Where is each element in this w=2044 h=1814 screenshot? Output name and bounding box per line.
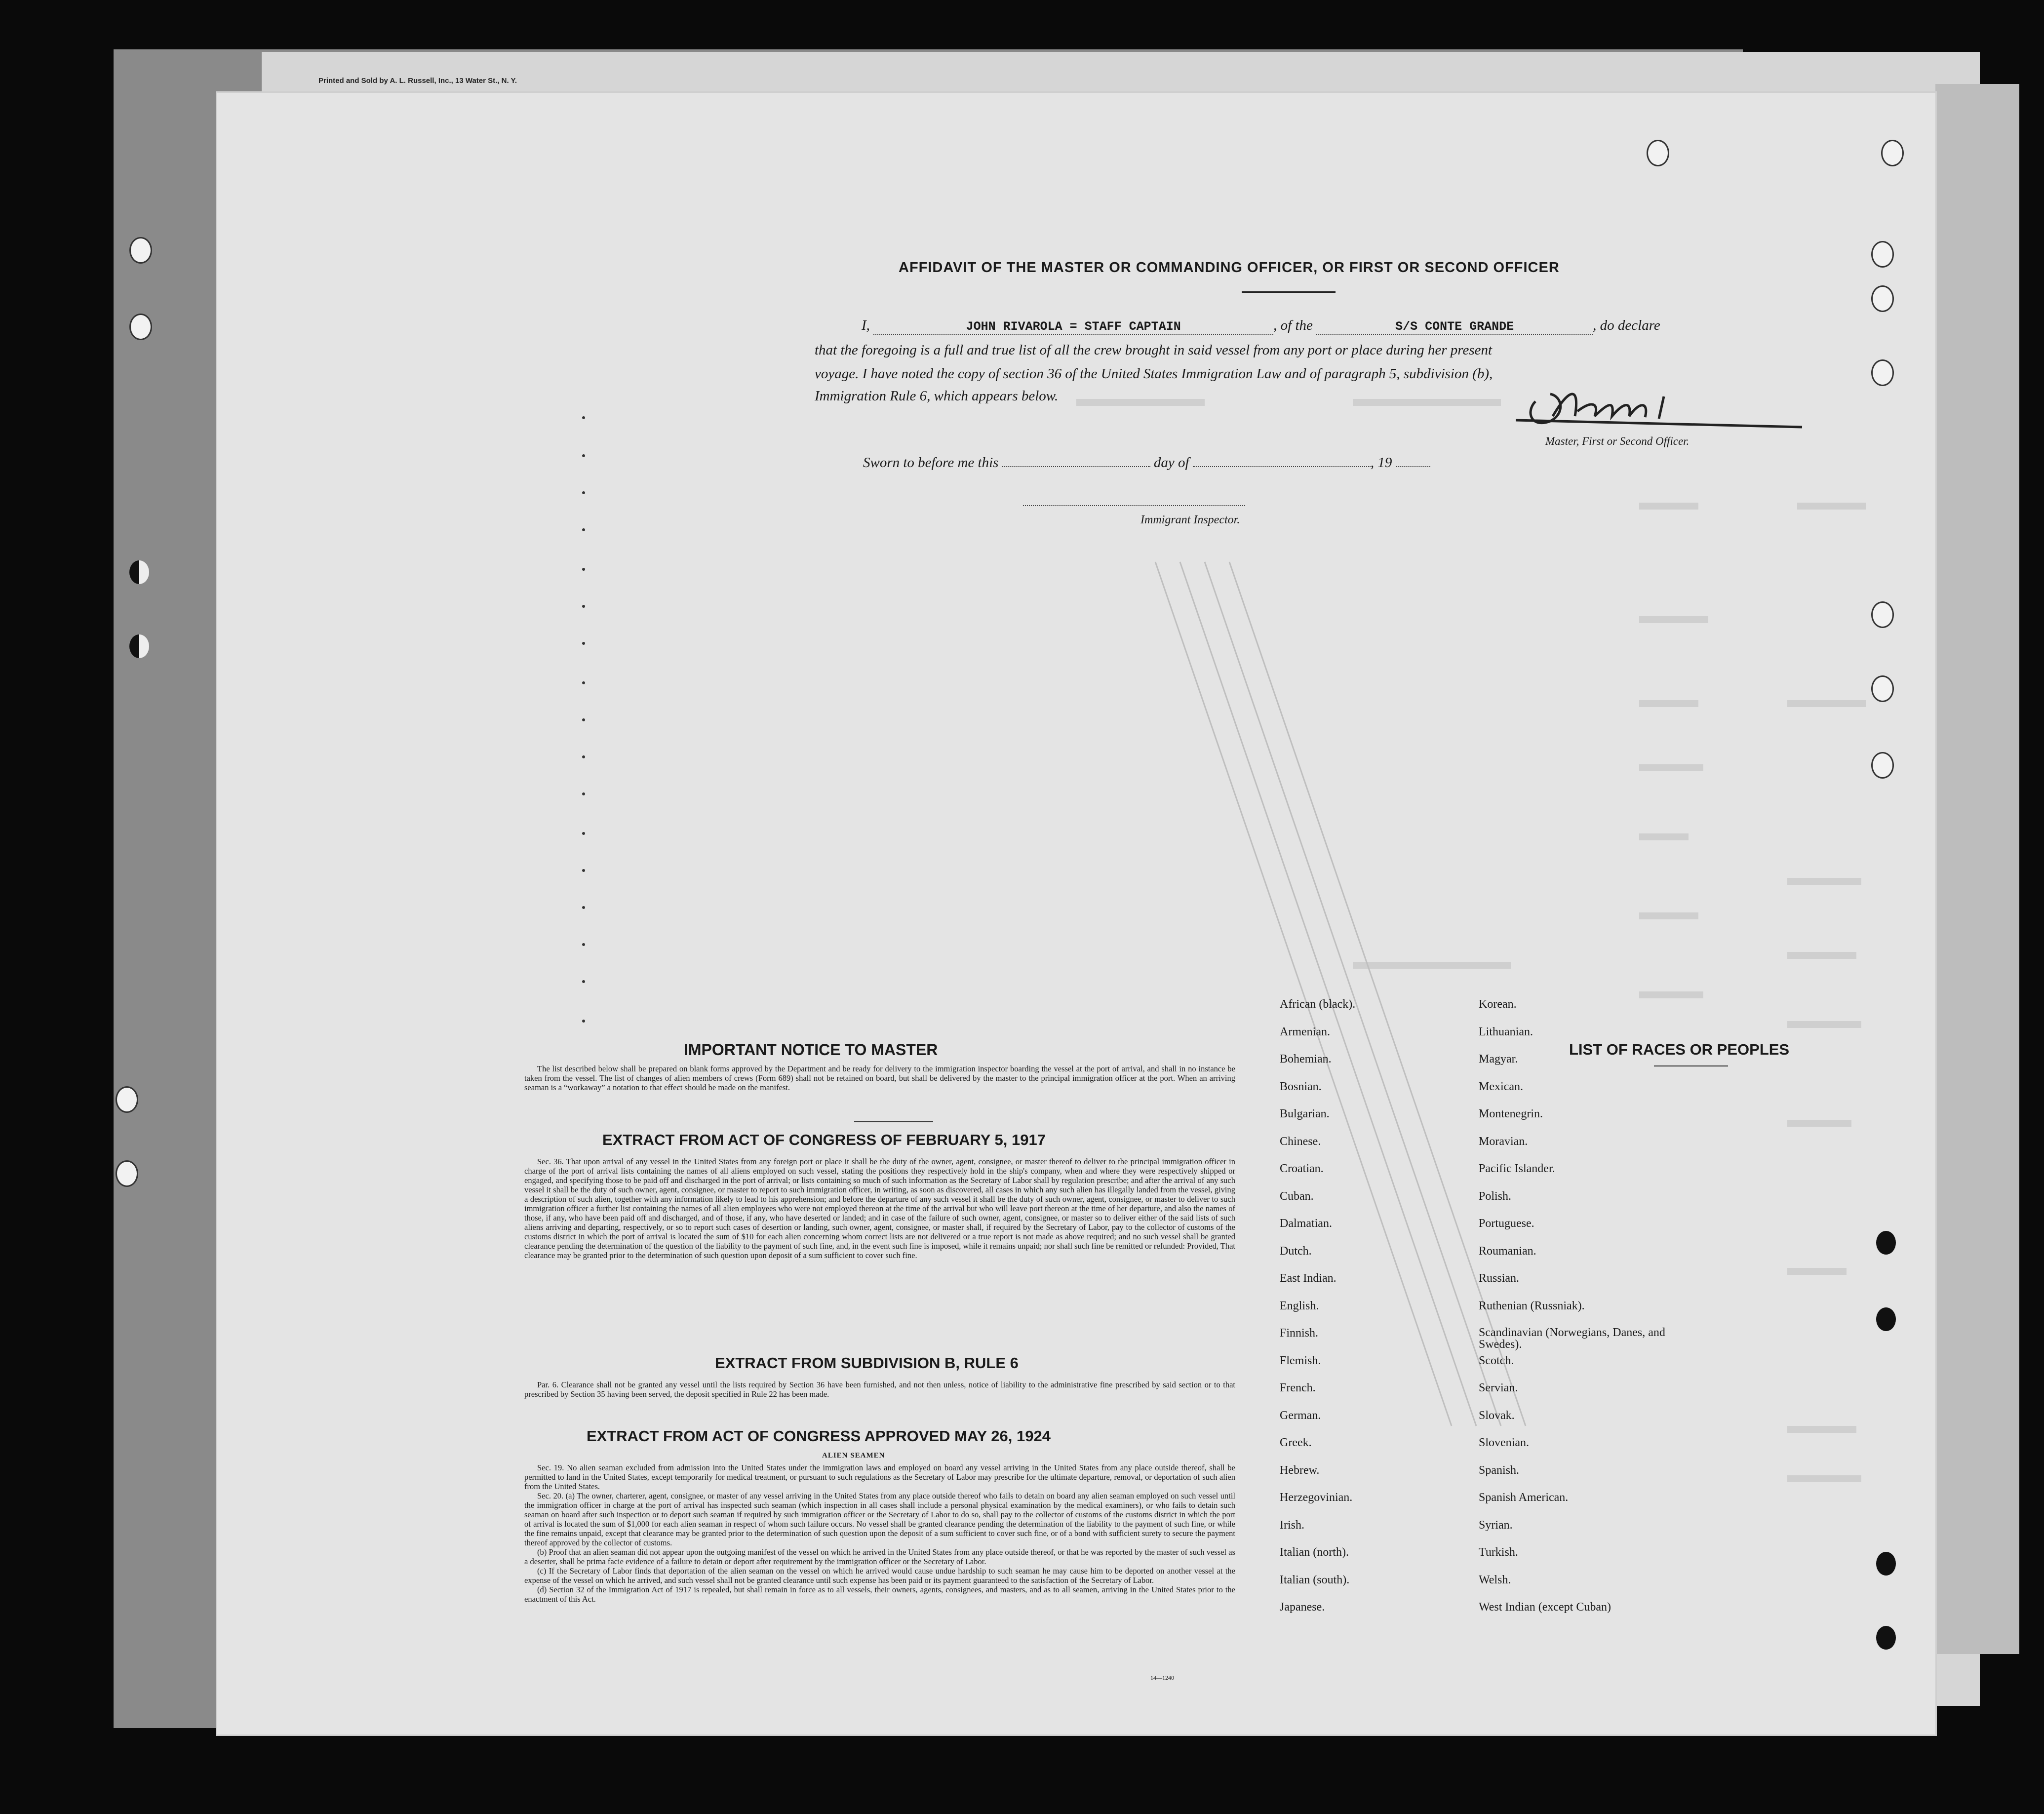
race-entry: Magyar. xyxy=(1479,1053,1518,1065)
race-entry: Welsh. xyxy=(1479,1573,1511,1586)
race-entry: Hebrew. xyxy=(1280,1463,1320,1477)
race-entry: Turkish. xyxy=(1479,1546,1518,1559)
inspector-signature-line xyxy=(1023,505,1245,506)
form-number: 14—1240 xyxy=(1150,1674,1174,1681)
do-declare-text: , do declare xyxy=(1593,317,1660,333)
dot-leaders xyxy=(582,416,585,1023)
rule-6-heading: EXTRACT FROM SUBDIVISION B, RULE 6 xyxy=(715,1354,1019,1372)
notice-heading: IMPORTANT NOTICE TO MASTER xyxy=(684,1041,938,1059)
affidavit-title: AFFIDAVIT OF THE MASTER OR COMMANDING OFFICER, OR FIRST OR SECOND OFFICER xyxy=(899,260,1560,276)
inspector-caption: Immigrant Inspector. xyxy=(1140,513,1240,526)
affidavit-page xyxy=(217,93,1935,1735)
race-entry: Pacific Islander. xyxy=(1479,1162,1555,1175)
race-entry: East Indian. xyxy=(1280,1272,1336,1285)
vessel-name-field: S/S CONTE GRANDE xyxy=(1316,319,1593,335)
race-entry: Flemish. xyxy=(1280,1354,1321,1367)
races-rule xyxy=(1654,1065,1728,1066)
race-entry: Irish. xyxy=(1280,1518,1304,1532)
sworn-month-field xyxy=(1193,466,1371,467)
act-1924-body xyxy=(524,1463,1235,1604)
race-entry: Finnish. xyxy=(1280,1327,1319,1340)
race-entry: Bohemian. xyxy=(1280,1053,1332,1065)
line1-prefix: I, xyxy=(862,317,870,333)
race-entry: Spanish American. xyxy=(1479,1491,1569,1504)
races-heading: LIST OF RACES OR PEOPLES xyxy=(1569,1041,1790,1058)
day-of-text: day of xyxy=(1153,455,1189,471)
binder-hole xyxy=(1876,1307,1896,1331)
race-entry: Servian. xyxy=(1479,1381,1518,1394)
sec-20d-text: (d) Section 32 of the Immigration Act of 1917 is repealed, but shall remain in force as to all vessels, their owners, agents, consignees, and masters, and as to all seamen, arriving in the United States prior to the enactment of this Act. xyxy=(524,1585,1235,1604)
race-entry: Slovak. xyxy=(1479,1409,1515,1422)
race-entry: Croatian. xyxy=(1280,1162,1324,1175)
act-1924-heading: EXTRACT FROM ACT OF CONGRESS APPROVED MAY 26, 1924 xyxy=(587,1427,1051,1445)
sec-20a-text: Sec. 20. (a) The owner, charterer, agent, consignee, or master of any vessel arriving in the United States from any place outside thereof who fails to detain on board any alien seaman employed on such vessel until the immigration officer in charge at the port of arrival has inspected such seaman (which inspection in all cases shall include a personal physical examination by the medical examiners), or who fails to detain such seaman on board after such inspection or to deport such seaman if required by such immigration officer or the Secretary of Labor to do so, shall pay to the collector of customs of the customs district in which the port of arrival is located the sum of $1,000 for each alien seaman in respect of whom such failure occurs. No vessel shall be granted clearance pending the determination of the liability to the payment of such fine, or while the fine remains unpaid, except that clearance may be granted prior to the determination of such question upon the deposit of a sum sufficient to cover such fine, or of a bond with sufficient surety to secure the payment thereof approved by the collector of customs. xyxy=(524,1491,1235,1547)
binder-hole xyxy=(129,314,152,340)
sworn-year-field xyxy=(1396,466,1430,467)
binder-hole xyxy=(1871,241,1894,268)
race-entry: French. xyxy=(1280,1381,1316,1394)
race-entry: Korean. xyxy=(1479,998,1517,1011)
printer-line: Printed and Sold by A. L. Russell, Inc., 13 Water St., N. Y. xyxy=(318,77,517,85)
race-entry: Montenegrin. xyxy=(1479,1107,1543,1120)
race-entry: Japanese. xyxy=(1280,1601,1325,1614)
binder-hole xyxy=(1876,1552,1896,1576)
race-entry: Spanish. xyxy=(1479,1463,1520,1477)
section-rule xyxy=(854,1121,933,1122)
faint-strokes xyxy=(1155,562,1526,1426)
master-caption: Master, First or Second Officer. xyxy=(1545,435,1690,447)
rule-6-body: Par. 6. Clearance shall not be granted any vessel until the lists required by Section 36 have been furnished, and not then unless, notice of liability to the administrative fine prescribed by said section or to that prescribed by Section 35 having been served, the deposit specified in Rule 22 has been made. xyxy=(524,1380,1235,1399)
race-entry: West Indian (except Cuban) xyxy=(1479,1601,1611,1614)
race-entry: Lithuanian. xyxy=(1479,1025,1533,1038)
race-entry: Herzegovinian. xyxy=(1280,1491,1353,1504)
sec-20c-text: (c) If the Secretary of Labor finds that deportation of the alien seaman on the vessel on which he arrived would cause undue hardship to such seaman he may cause him to be deported on another vessel at the expense of the vessel on which he arrived, and such vessel shall not be granted clearance until such expense has been paid or its payment guaranteed to the satisfaction of the Secretary of Labor. xyxy=(524,1566,1235,1585)
officer-signature xyxy=(1516,382,1807,436)
affidavit-line-3: voyage. I have noted the copy of section 36 of the United States Immigration Law and of paragraph 5, subdivision (b), xyxy=(815,366,1493,382)
race-entry: Bosnian. xyxy=(1280,1080,1322,1093)
alien-seamen-subheading: ALIEN SEAMEN xyxy=(822,1452,885,1459)
binder-hole xyxy=(129,560,149,584)
race-entry: Dutch. xyxy=(1280,1244,1312,1258)
binder-hole xyxy=(129,237,152,264)
race-entry: Mexican. xyxy=(1479,1080,1523,1093)
sworn-prefix: Sworn to before me this xyxy=(863,455,999,471)
race-entry: Greek. xyxy=(1280,1436,1312,1449)
race-entry: Ruthenian (Russniak). xyxy=(1479,1299,1585,1312)
race-entry: Bulgarian. xyxy=(1280,1107,1330,1120)
binder-hole xyxy=(1871,675,1894,702)
binder-hole xyxy=(1876,1231,1896,1255)
affidavit-line-2: that the foregoing is a full and true list of all the crew brought in said vessel from any port or place during her present xyxy=(815,342,1493,358)
race-entry: Syrian. xyxy=(1479,1518,1513,1532)
binder-hole xyxy=(1871,285,1894,312)
faint-columns xyxy=(1076,399,1866,1482)
binder-hole xyxy=(1876,1626,1896,1650)
race-entry: Portuguese. xyxy=(1479,1217,1534,1230)
race-entry: Polish. xyxy=(1479,1189,1512,1203)
notice-body: The list described below shall be prepared on blank forms approved by the Department and be ready for delivery to the immigration inspector boarding the vessel at the port of arrival, and shall in no instance be taken from the vessel. The list of changes of alien members of crews (Form 689) shall not be retained on board, but shall be delivered by the master to the principal immigration officer at the port. When an arriving seaman is a “workaway” a notation to that effect should be made on the manifest. xyxy=(524,1064,1235,1092)
race-entry: English. xyxy=(1280,1299,1319,1312)
sworn-line xyxy=(863,455,1430,471)
race-entry: Roumanian. xyxy=(1479,1244,1536,1258)
race-entry: Russian. xyxy=(1479,1272,1520,1285)
act-1917-heading: EXTRACT FROM ACT OF CONGRESS OF FEBRUARY 5, 1917 xyxy=(602,1131,1046,1148)
sworn-day-field xyxy=(1002,466,1150,467)
binder-hole xyxy=(1871,601,1894,628)
binder-hole xyxy=(1871,359,1894,386)
title-rule xyxy=(1242,291,1336,293)
race-entry: Slovenian. xyxy=(1479,1436,1529,1449)
race-entry: Italian (south). xyxy=(1280,1573,1350,1586)
race-entry: German. xyxy=(1280,1409,1321,1422)
sec-20b-text: (b) Proof that an alien seaman did not appear upon the outgoing manifest of the vessel on which he arrived in the United States from any place outside thereof, or that he was reported by the master of such vessel as a deserter, shall be prima facie evidence of a failure to detain or deport after requirement by the immigration officer or the Secretary of Labor. xyxy=(524,1547,1235,1566)
year-prefix: , 19 xyxy=(1370,455,1392,471)
race-entry: Italian (north). xyxy=(1280,1546,1349,1559)
affidavit-line-1 xyxy=(862,317,1660,335)
race-entry: African (black). xyxy=(1280,998,1356,1011)
race-entry: Scandinavian (Norwegians, Danes, and Swedes). xyxy=(1479,1326,1665,1351)
binder-hole xyxy=(1871,752,1894,779)
race-entry: Cuban. xyxy=(1280,1189,1314,1203)
binder-hole xyxy=(129,634,149,658)
race-entry: Dalmatian. xyxy=(1280,1217,1332,1230)
officer-name-field: JOHN RIVAROLA = STAFF CAPTAIN xyxy=(873,319,1273,335)
binder-hole xyxy=(116,1086,138,1113)
underlying-sheet-edge xyxy=(1935,84,2019,1654)
race-entry: Scotch. xyxy=(1479,1354,1514,1367)
affidavit-line-4: Immigration Rule 6, which appears below. xyxy=(815,388,1059,404)
binder-hole xyxy=(116,1160,138,1187)
act-1917-body: Sec. 36. That upon arrival of any vessel in the United States from any foreign port or place it shall be the duty of the owner, agent, consignee, or master thereof to deliver to the principal immigration officer in charge of the port of arrival lists containing the names of all aliens employed on such vessel, stating the positions they respectively hold in the ship's company, when and where they were respectively shipped or engaged, and specifying those to be paid off and discharged in the port of arrival; or lists containing so much of such information as the Secretary of Labor shall by regulation prescribe; and after the arrival of any such vessel it shall be the duty of such owner, agent, consignee, or master to report to such immigration officer, in writing, as soon as discovered, all cases in which any such alien has illegally landed from the vessel, giving a description of such alien, together with any information likely to lead to his apprehension; and before the departure of any such vessel it shall be the duty of such owner, agent, consignee, or master to deliver to such immigration officer a further list containing the names of all alien employees who were not employed thereon at the time of the arrival but who will leave port thereon at the time of her departure, and also the names of those, if any, who have been paid off and discharged, and of those, if any, who have deserted or landed; and in case of the failure of such owner, agent, consignee, or master so to deliver either of the said lists of such aliens arriving and departing, respectively, or so to report such cases of desertion or landing, such owner, agent, consignee, or master shall, if required by the Secretary of Labor, pay to the collector of customs of the customs district in which the port of arrival is located the sum of $10 for each alien concerning whom correct lists are not delivered or a true report is not made as above required; and no such vessel shall be granted clearance pending the determination of the question of the liability to the payment of such fine, and, in the event such fine is imposed, while it remains unpaid; nor shall such fine be remitted or refunded: Provided, That clearance may be granted prior to the determination of such question upon deposit of a sum sufficient to cover such fine. xyxy=(524,1157,1235,1260)
sec-19-text: Sec. 19. No alien seaman excluded from admission into the United States under the immigration laws and employed on board any vessel arriving in the United States from any place outside thereof, shall be permitted to land in the United States, except temporarily for medical treatment, or pursuant to such regulations as the Secretary of Labor may prescribe for the ultimate departure, removal, or deportation of such alien from the United States. xyxy=(524,1463,1235,1491)
race-entry: Moravian. xyxy=(1479,1135,1528,1148)
race-entry: Chinese. xyxy=(1280,1135,1321,1148)
race-entry: Armenian. xyxy=(1280,1025,1330,1038)
binder-hole xyxy=(1881,140,1904,166)
binder-hole xyxy=(1647,140,1669,166)
of-the-text: , of the xyxy=(1273,317,1313,333)
